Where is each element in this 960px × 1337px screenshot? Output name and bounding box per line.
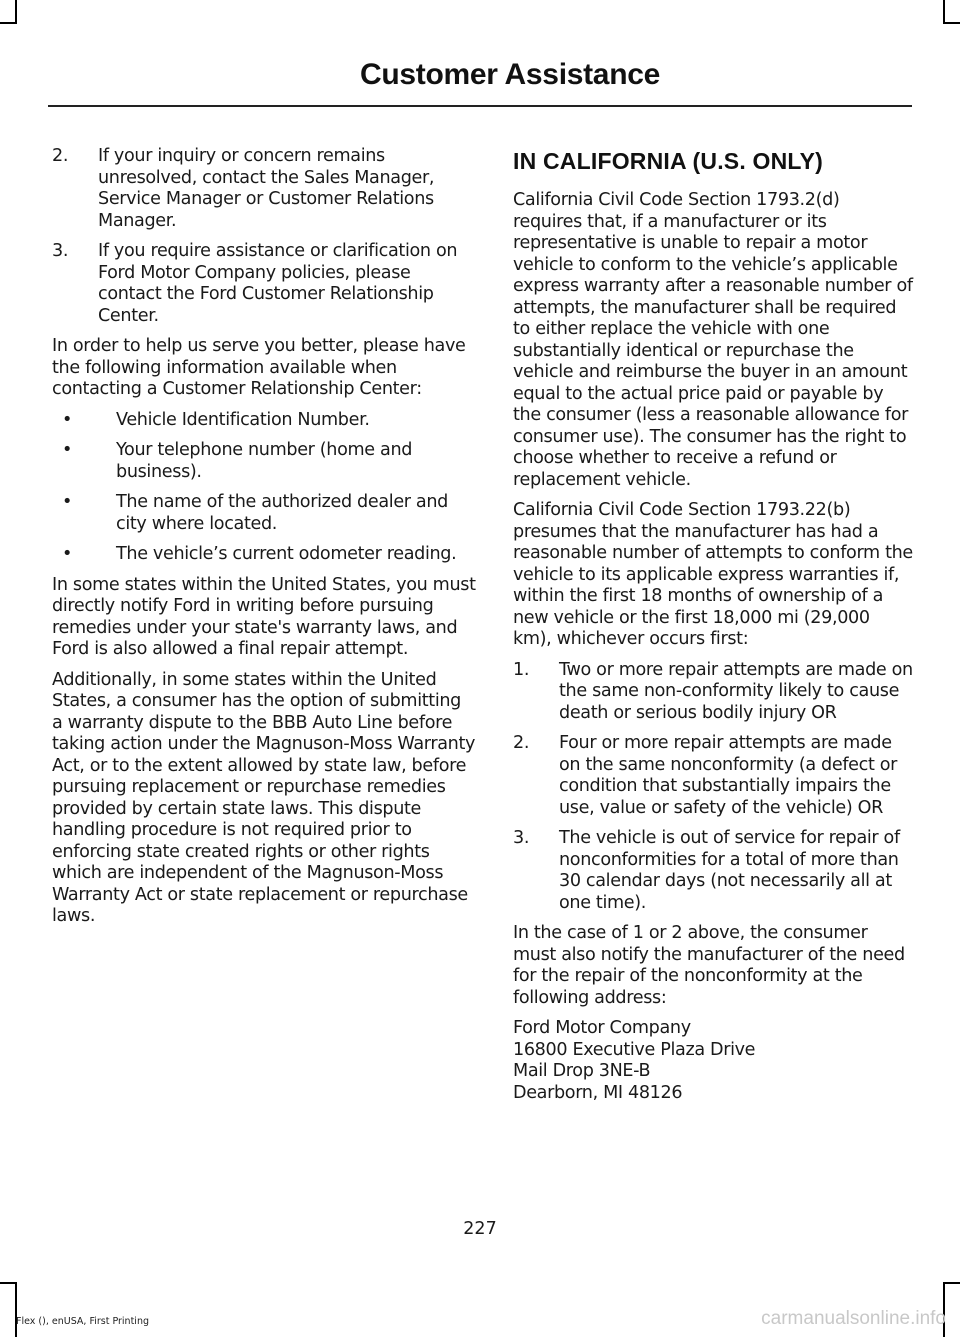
crop-mark-top-right: [943, 0, 945, 24]
numbered-item: [513, 828, 913, 914]
numbered-item: [52, 241, 476, 327]
bullet-marker: •: [62, 544, 73, 564]
bullet-item: [52, 440, 476, 483]
bullet-text: Your telephone number (home and business).: [116, 440, 413, 482]
item-text: The vehicle is out of service for repair of nonconformities for a total of more than 30 calendar days (not necessarily all at one time).: [559, 828, 900, 913]
item-number: 3.: [52, 241, 69, 261]
bullet-marker: •: [62, 492, 73, 512]
crop-mark-top-left: [0, 22, 16, 24]
address-line: Ford Motor Company: [513, 1018, 691, 1038]
mailing-address: [513, 1018, 913, 1104]
bbb-paragraph: Additionally, in some states within the United States, a consumer has the option of submitting a warranty dispute to the BBB Auto Line before taking action under the Magnuson-Moss Warranty Act, or to the extent allowed by state law, before pursuing replacement or repurchase remedies provided by certain state laws. This dispute handling procedure is not required prior to enforcing state created rights or other rights which are independent of the Magnuson-Moss Warranty Act or state replacement or repurchase laws.: [52, 669, 476, 926]
right-column: [513, 146, 913, 1104]
numbered-item: [513, 660, 913, 725]
crop-mark-bottom-left: [0, 1282, 16, 1284]
crop-mark-top-left: [15, 0, 17, 24]
item-number: 2.: [52, 146, 69, 166]
bullet-text: Vehicle Identification Number.: [116, 409, 370, 430]
code-1793-22-paragraph: California Civil Code Section 1793.22(b) presumes that the manufacturer has had a reasonable number of attempts to conform the vehicle to its applicable express warranties if, within the first 18 months of ownership of a new vehicle or the first 18,000 mi (29,000 km), whichever occurs first:: [513, 500, 913, 649]
bullet-item: [52, 410, 476, 432]
notify-paragraph: In some states within the United States, you must directly notify Ford in writing before pursuing remedies under your state's warranty laws, and Ford is also allowed a final repair attempt.: [52, 574, 476, 659]
numbered-item: [52, 146, 476, 232]
header-divider: [48, 105, 912, 107]
bullet-marker: •: [62, 409, 73, 430]
page-number: 227: [463, 1219, 497, 1239]
watermark: carmanualsonline.info: [761, 1308, 946, 1329]
crop-mark-bottom-left: [15, 1282, 17, 1337]
section-heading: IN CALIFORNIA (U.S. ONLY): [513, 148, 823, 174]
bullet-item: [52, 492, 476, 535]
item-text: Four or more repair attempts are made on the same nonconformity (a defect or condition that substantially impairs the use, value or safety of the vehicle) OR: [559, 733, 898, 818]
address-line: Mail Drop 3NE-B: [513, 1061, 651, 1081]
bullet-text: The name of the authorized dealer and city where located.: [116, 492, 448, 534]
bullet-marker: •: [62, 440, 73, 460]
crop-mark-top-right: [944, 22, 960, 24]
left-column: [52, 146, 476, 937]
notify-address-paragraph: In the case of 1 or 2 above, the consumer must also notify the manufacturer of the need for the repair of the nonconformity at the following address:: [513, 923, 905, 1008]
item-number: 3.: [513, 828, 530, 848]
intro-paragraph: In order to help us serve you better, please have the following information available when contacting a Customer Relationship Center:: [52, 336, 466, 399]
address-line: 16800 Executive Plaza Drive: [513, 1039, 756, 1060]
page-section-title: Customer Assistance: [360, 58, 660, 91]
address-line: Dearborn, MI 48126: [513, 1082, 683, 1103]
item-number: 2.: [513, 733, 530, 753]
item-text: If your inquiry or concern remains unresolved, contact the Sales Manager, Service Manager or Customer Relations Manager.: [98, 146, 435, 231]
bullet-item: [52, 544, 476, 566]
item-text: Two or more repair attempts are made on the same non-conformity likely to cause death or serious bodily injury OR: [559, 659, 913, 723]
item-number: 1.: [513, 659, 530, 680]
numbered-item: [513, 733, 913, 819]
bullet-text: The vehicle’s current odometer reading.: [116, 544, 457, 564]
crop-mark-bottom-right: [944, 1282, 960, 1284]
edition-note: Flex (), enUSA, First Printing: [16, 1316, 149, 1327]
code-1793-2-paragraph: California Civil Code Section 1793.2(d) requires that, if a manufacturer or its representative is unable to repair a motor vehicle to conform to the vehicle’s applicable express warranty after a reasonable number of attempts, the manufacturer shall be required to either replace the vehicle with one substantially identical or repurchase the vehicle and reimburse the buyer in an amount equal to the actual price paid or payable by the consumer (less a reasonable allowance for consumer use). The consumer has the right to choose whether to receive a refund or replacement vehicle.: [513, 190, 913, 490]
item-text: If you require assistance or clarification on Ford Motor Company policies, please contact the Ford Customer Relationship Center.: [98, 241, 458, 326]
